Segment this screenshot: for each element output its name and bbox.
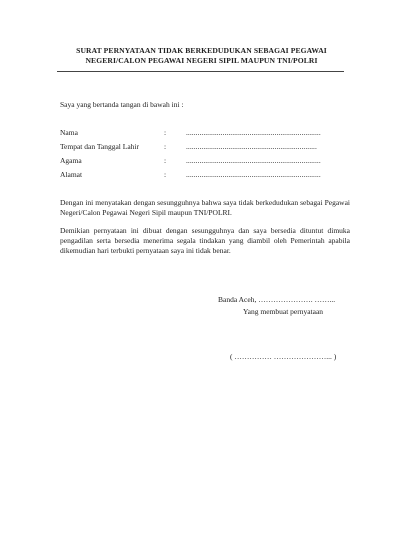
- document-title-line-1: SURAT PERNYATAAN TIDAK BERKEDUDUKAN SEBAGAI PEGAWAI: [76, 46, 327, 55]
- field-colon: :: [164, 170, 167, 179]
- statement-paragraph: Dengan ini menyatakan dengan sesungguhnya bahwa saya tidak berkedudukan sebagai Pegawai Negeri/Calon Pegawai Negeri Sipil maupun TNI/POLRI.: [60, 198, 350, 217]
- place-date: Banda Aceh, …………………. ……...: [218, 295, 336, 304]
- closing-paragraph: Demikian pernyataan ini dibuat dengan sesungguhnya dan saya bersedia dituntut dimuka pengadilan serta bersedia menerima segala tindakan yang diambil oleh Pemerintah apabila dikemudian hari terbukti pernyataan saya ini tidak benar.: [60, 226, 350, 255]
- signature-name-blank: ( …………… …………………... ): [230, 352, 337, 361]
- field-row-birth: [60, 142, 360, 156]
- identity-fields: [60, 128, 360, 184]
- field-value-name: ......................................................................: [186, 128, 321, 137]
- field-value-birth: ....................................................................: [186, 142, 317, 151]
- field-value-address: ......................................................................: [186, 170, 321, 179]
- field-row-name: [60, 128, 360, 142]
- document-title: [60, 46, 343, 66]
- signer-label: Yang membuat pernyataan: [243, 307, 324, 316]
- field-row-address: [60, 170, 360, 184]
- field-colon: :: [164, 128, 167, 137]
- field-label-birth: Tempat dan Tanggal Lahir: [60, 142, 139, 151]
- intro-text: Saya yang bertanda tangan di bawah ini :: [60, 100, 184, 109]
- field-label-name: Nama: [60, 128, 78, 137]
- field-label-religion: Agama: [60, 156, 82, 165]
- field-colon: :: [164, 142, 167, 151]
- title-underline: [57, 71, 344, 72]
- document-title-line-2: NEGERI/CALON PEGAWAI NEGERI SIPIL MAUPUN TNI/POLRI: [85, 56, 318, 65]
- field-row-religion: [60, 156, 360, 170]
- field-colon: :: [164, 156, 167, 165]
- field-value-religion: ......................................................................: [186, 156, 321, 165]
- field-label-address: Alamat: [60, 170, 83, 179]
